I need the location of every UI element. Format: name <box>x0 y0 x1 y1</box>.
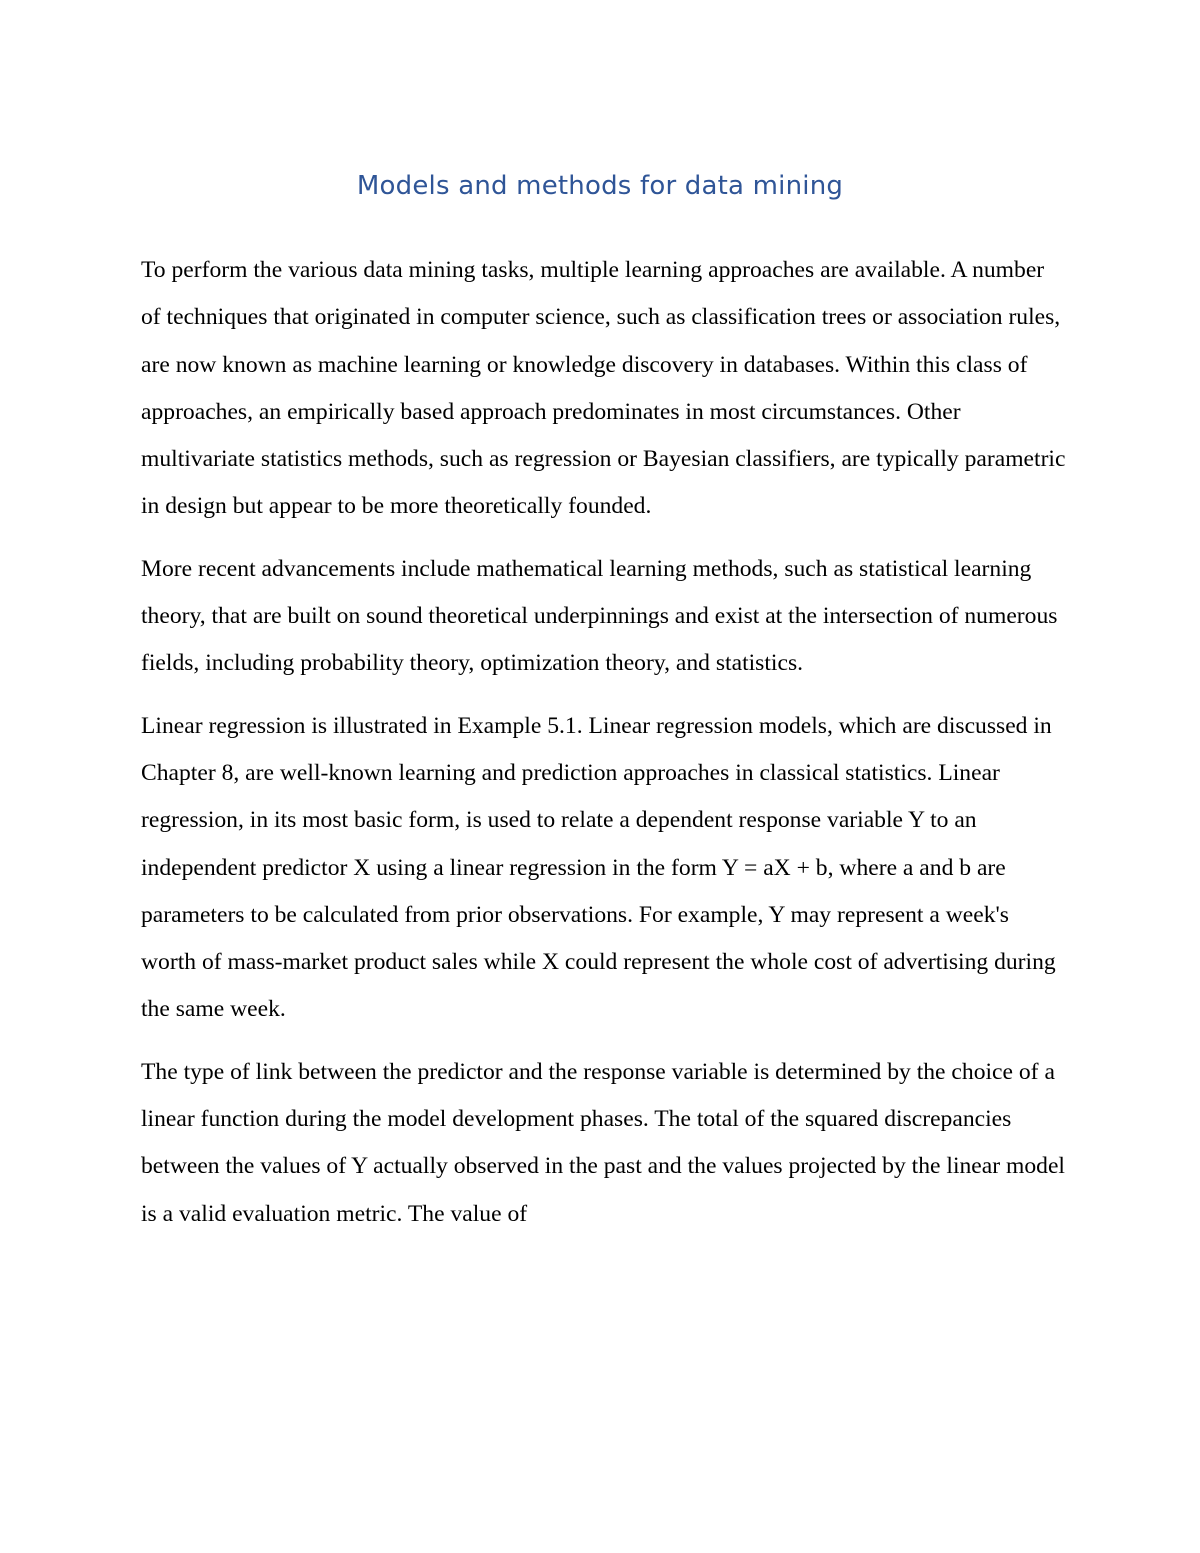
paragraph-model-evaluation: The type of link between the predictor and the response variable is determined by the choice of a linear function during the model development phases. The total of the squared discrepancies between the values of Y actually observed in the past and the values projected by the linear model is a valid evaluation metric. The value of <box>141 1058 1065 1227</box>
document-body <box>141 247 1066 1253</box>
document-title: Models and methods for data mining <box>356 171 844 201</box>
paragraph-data-mining-approaches: To perform the various data mining tasks, multiple learning approaches are available. A number of techniques that originated in computer science, such as classification trees or association rules, are now known as machine learning or knowledge discovery in databases. Within this class of approaches, an empirically based approach predominates in most circumstances. Other multivariate statistics methods, such as regression or Bayesian classifiers, are typically parametric in design but appear to be more theoretically founded. <box>141 257 1066 520</box>
paragraph-linear-regression: Linear regression is illustrated in Example 5.1. Linear regression models, which are discussed in Chapter 8, are well-known learning and prediction approaches in classical statistics. Linear regression, in its most basic form, is used to relate a dependent response variable Y to an independent predictor X using a linear regression in the form Y = aX + b, where a and b are parameters to be calculated from prior observations. For example, Y may represent a week's worth of mass-market product sales while X could represent the whole cost of advertising during the same week. <box>141 712 1056 1023</box>
paragraph-mathematical-learning: More recent advancements include mathematical learning methods, such as statistical learning theory, that are built on sound theoretical underpinnings and exist at the intersection of numerous fields, including probability theory, optimization theory, and statistics. <box>141 555 1058 677</box>
